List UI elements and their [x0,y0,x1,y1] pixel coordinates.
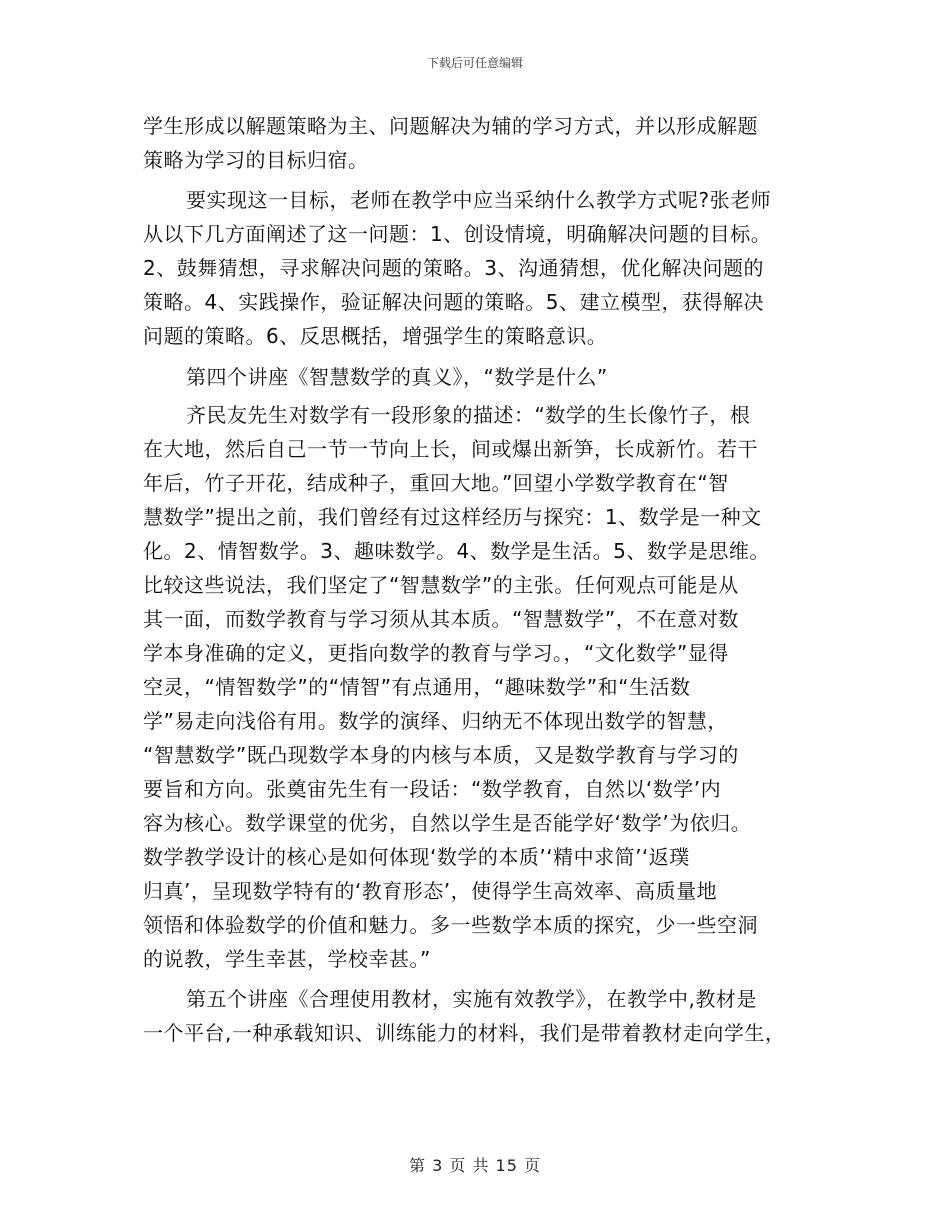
paragraph-line: 策略为学习的目标归宿。 [143,148,369,172]
paragraph-line: 比较这些说法，我们坚定了“智慧数学”的主张。任何观点可能是从 [143,573,739,597]
paragraph-line: 齐民友先生对数学有一段形象的描述：“数学的生长像竹子，根 [186,403,751,427]
page-footer: 第 3 页 共 15 页 [409,1156,541,1175]
paragraph-line: 领悟和体验数学的价值和魅力。多一些数学本质的探究，少一些空洞 [143,913,758,937]
paragraph-line: 容为核心。数学课堂的优劣，自然以学生是否能学好‘数学’为依归。 [143,811,752,835]
paragraph-line: 第五个讲座《合理使用教材，实施有效教学》，在教学中,教材是 [186,987,757,1011]
paragraph-line: 慧数学”提出之前，我们曾经有过这样经历与探究：1、数学是一种文 [143,505,762,529]
paragraph-line: 的说教，学生幸甚，学校幸甚。” [143,947,431,971]
paragraph-line: 策略。4、实践操作，验证解决问题的策略。5、建立模型，获得解决 [143,290,764,314]
page-header: 下载后可任意编辑 [426,56,523,70]
paragraph-line: 年后，竹子开花，结成种子，重回大地。”回望小学数学教育在“智 [143,471,729,495]
paragraph-line: 学生形成以解题策略为主、问题解决为辅的学习方式，并以形成解题 [143,114,758,138]
paragraph-line: 2、鼓舞猜想，寻求解决问题的策略。3、沟通猜想，优化解决问题的 [143,256,764,280]
paragraph-line: 学本身准确的定义，更指向数学的教育与学习。，“文化数学”显得 [143,641,729,665]
paragraph-line: 在大地，然后自己一节一节向上长，间或爆出新笋，长成新竹。若干 [143,437,758,461]
paragraph-line: 要实现这一目标，老师在教学中应当采纳什么教学方式呢?张老师 [186,188,772,212]
paragraph-line: 其一面，而数学教育与学习须从其本质。“智慧数学”，不在意对数 [143,607,739,631]
paragraph-line: 归真’，呈现数学特有的‘教育形态’，使得学生高效率、高质量地 [143,879,718,903]
paragraph-line: 化。2、情智数学。3、趣味数学。4、数学是生活。5、数学是思维。 [143,539,770,563]
paragraph-line: 要旨和方向。张奠宙先生有一段话：“数学教育，自然以‘数学’内 [143,777,722,801]
paragraph-line: 学”易走向浅俗有用。数学的演绎、归纳无不体现出数学的智慧， [143,709,728,733]
paragraph-line: 一个平台,一种承载知识、训练能力的材料，我们是带着教材走向学生， [143,1021,786,1045]
paragraph-line: “智慧数学”既凸现数学本身的内核与本质，又是数学教育与学习的 [143,743,739,767]
paragraph-line: 问题的策略。6、反思概括，增强学生的策略意识。 [143,324,608,348]
paragraph-line: 空灵，“情智数学”的“情智”有点通用，“趣味数学”和“生活数 [143,675,691,699]
paragraph-line: 数学教学设计的核心是如何体现‘数学的本质’‘精中求简’‘返璞 [143,845,690,869]
paragraph-line: 第四个讲座《智慧数学的真义》，“数学是什么” [186,365,608,389]
paragraph-line: 从以下几方面阐述了这一问题：1、创设情境，明确解决问题的目标。 [143,222,772,246]
